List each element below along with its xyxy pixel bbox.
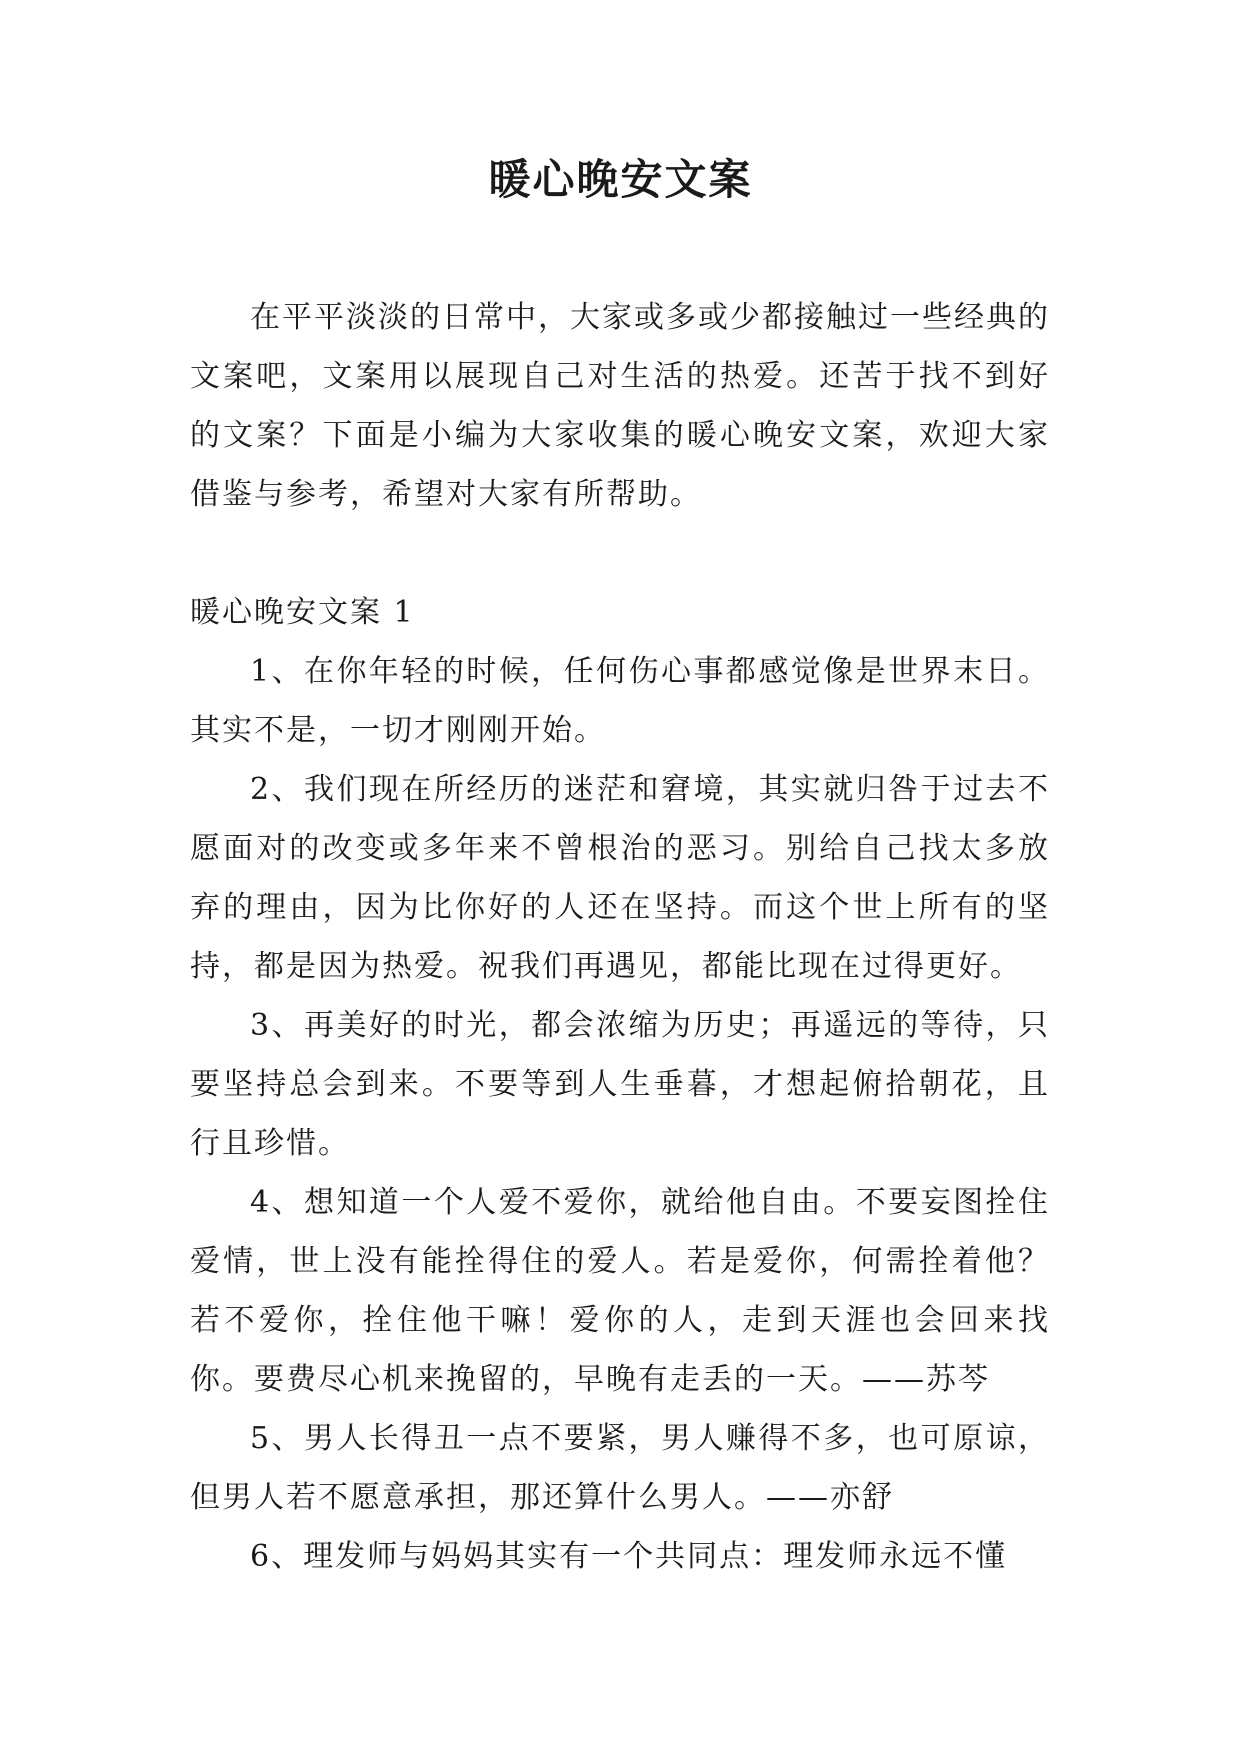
document-title: 暖心晚安文案 bbox=[488, 155, 753, 204]
list-item: 6、理发师与妈妈其实有一个共同点：理发师永远不懂 bbox=[250, 1539, 1008, 1574]
list-item: 3、再美好的时光，都会浓缩为历史；再遥远的等待，只要坚持总会到来。不要等到人生垂暮，才想起俯拾朝花，且行且珍惜。 bbox=[190, 1008, 1050, 1161]
intro-paragraph: 在平平淡淡的日常中，大家或多或少都接触过一些经典的文案吧，文案用以展现自己对生活的热爱。还苦于找不到好的文案？下面是小编为大家收集的暖心晚安文案，欢迎大家借鉴与参考，希望对大家有所帮助。 bbox=[190, 300, 1050, 512]
document-body bbox=[190, 288, 1050, 1586]
list-item: 4、想知道一个人爱不爱你，就给他自由。不要妄图拴住爱情，世上没有能拴得住的爱人。若是爱你，何需拴着他？若不爱你，拴住他干嘛！爱你的人，走到天涯也会回来找你。要费尽心机来挽留的，早晚有走丢的一天。——苏芩 bbox=[190, 1185, 1050, 1397]
list-item: 5、男人长得丑一点不要紧，男人赚得不多，也可原谅，但男人若不愿意承担，那还算什么男人。——亦舒 bbox=[190, 1421, 1050, 1515]
section-heading: 暖心晚安文案 1 bbox=[190, 595, 415, 630]
list-item: 2、我们现在所经历的迷茫和窘境，其实就归咎于过去不愿面对的改变或多年来不曾根治的恶习。别给自己找太多放弃的理由，因为比你好的人还在坚持。而这个世上所有的坚持，都是因为热爱。祝我们再遇见，都能比现在过得更好。 bbox=[190, 772, 1050, 984]
list-item: 1、在你年轻的时候，任何伤心事都感觉像是世界末日。其实不是，一切才刚刚开始。 bbox=[190, 654, 1050, 748]
